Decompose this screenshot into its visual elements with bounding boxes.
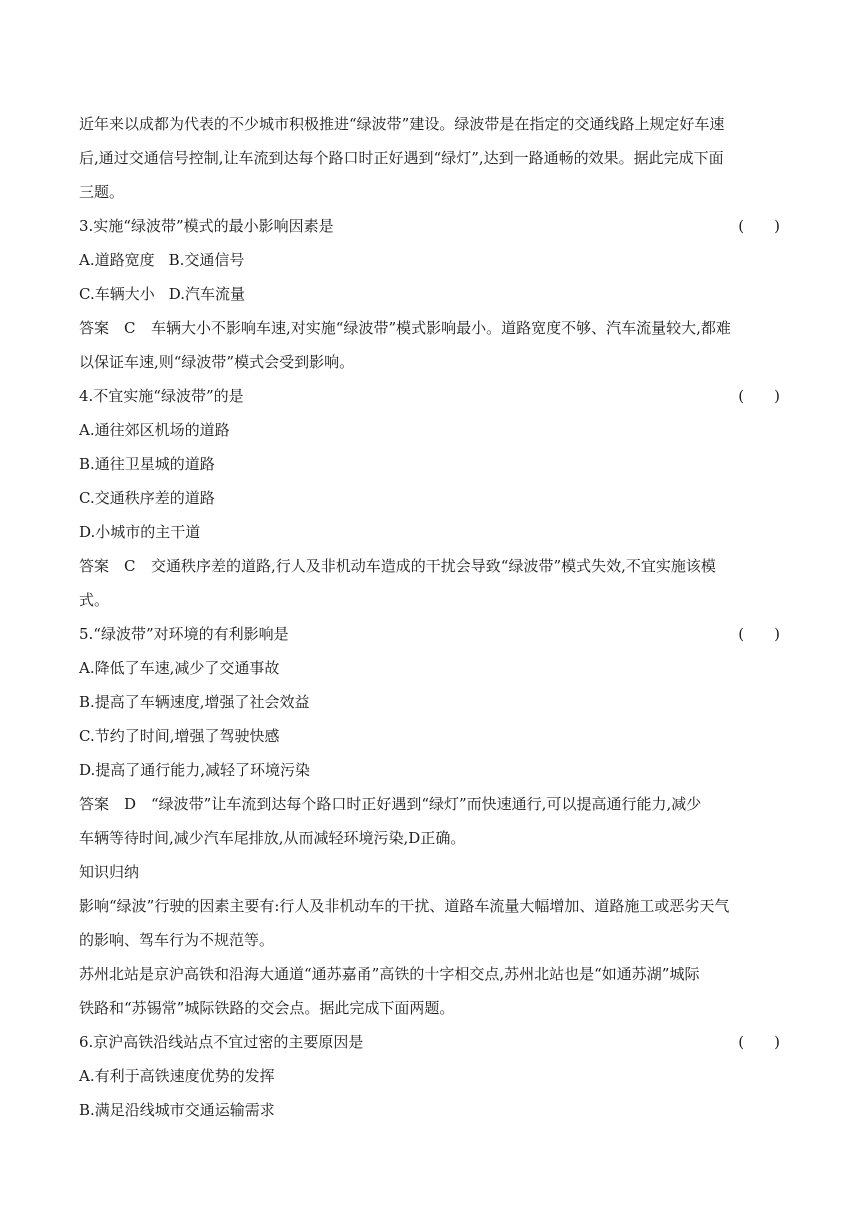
answer-label: 答案 C (79, 557, 136, 575)
question-text: 3.实施“绿波带”模式的最小影响因素是 (79, 217, 334, 235)
intro-line: 苏州北站是京沪高铁和沿海大通道“通苏嘉甬”高铁的十字相交点,苏州北站也是“如通苏湖”城际 (79, 965, 700, 983)
option-b: B.交通信号 (168, 251, 245, 269)
answer-explanation: 车辆大小不影响车速,对实施“绿波带”模式影响最小。道路宽度不够、汽车流量较大,都难 (151, 319, 731, 337)
option-d: D.提高了通行能力,减轻了环境污染 (79, 761, 311, 779)
question-4 (79, 379, 782, 617)
option-c: C.节约了时间,增强了驾驶快感 (79, 727, 280, 745)
option-d: D.汽车流量 (168, 285, 245, 303)
option-c: C.交通秩序差的道路 (79, 489, 215, 507)
option-a: A.道路宽度 (79, 251, 155, 269)
question-stem (79, 209, 782, 243)
answer-bracket: ( ) (738, 217, 780, 235)
answer-explanation-cont: 以保证车速,则“绿波带”模式会受到影响。 (79, 353, 355, 371)
option-a: A.降低了车速,减少了交通事故 (79, 659, 280, 677)
answer-bracket: ( ) (738, 387, 780, 405)
option-c: C.车辆大小 (79, 285, 155, 303)
answer-line (79, 549, 782, 583)
answer-bracket: ( ) (738, 1033, 780, 1051)
option-row (79, 277, 782, 311)
intro-line: 近年来以成都为代表的不少城市积极推进“绿波带”建设。绿波带是在指定的交通线路上规定好车速 (79, 115, 725, 133)
intro-line: 后,通过交通信号控制,让车流到达每个路口时正好遇到“绿灯”,达到一路通畅的效果。据此完成下面 (79, 149, 724, 167)
answer-explanation: 交通秩序差的道路,行人及非机动车造成的干扰会导致“绿波带”模式失效,不宜实施该模 (151, 557, 716, 575)
intro-passage-1 (79, 107, 782, 209)
intro-line: 三题。 (79, 183, 125, 201)
answer-explanation-cont: 式。 (79, 591, 110, 609)
question-text: 5.“绿波带”对环境的有利影响是 (79, 625, 289, 643)
intro-line: 铁路和“苏锡常”城际铁路的交会点。据此完成下面两题。 (79, 999, 455, 1017)
option-b: B.满足沿线城市交通运输需求 (79, 1101, 275, 1119)
knowledge-title: 知识归纳 (79, 863, 140, 881)
question-3 (79, 209, 782, 379)
document-page (79, 107, 782, 1127)
option-row (79, 243, 782, 277)
question-stem (79, 617, 782, 651)
question-text: 4.不宜实施“绿波带”的是 (79, 387, 244, 405)
question-stem (79, 379, 782, 413)
knowledge-line: 影响“绿波”行驶的因素主要有:行人及非机动车的干扰、道路车流量大幅增加、道路施工或恶劣天气 (79, 897, 730, 915)
option-b: B.提高了车辆速度,增强了社会效益 (79, 693, 310, 711)
answer-explanation-cont: 车辆等待时间,减少汽车尾排放,从而减轻环境污染,D正确。 (79, 829, 466, 847)
option-b: B.通往卫星城的道路 (79, 455, 215, 473)
question-stem (79, 1025, 782, 1059)
option-a: A.有利于高铁速度优势的发挥 (79, 1067, 275, 1085)
answer-line (79, 787, 782, 821)
answer-explanation: “绿波带”让车流到达每个路口时正好遇到“绿灯”而快速通行,可以提高通行能力,减少 (151, 795, 702, 813)
answer-label: 答案 D (79, 795, 137, 813)
intro-passage-2 (79, 957, 782, 1025)
answer-line (79, 311, 782, 345)
option-d: D.小城市的主干道 (79, 523, 201, 541)
knowledge-summary (79, 855, 782, 957)
question-5 (79, 617, 782, 855)
answer-bracket: ( ) (738, 625, 780, 643)
option-a: A.通往郊区机场的道路 (79, 421, 230, 439)
question-6 (79, 1025, 782, 1127)
question-text: 6.京沪高铁沿线站点不宜过密的主要原因是 (79, 1033, 364, 1051)
answer-label: 答案 C (79, 319, 136, 337)
knowledge-line: 的影响、驾车行为不规范等。 (79, 931, 275, 949)
